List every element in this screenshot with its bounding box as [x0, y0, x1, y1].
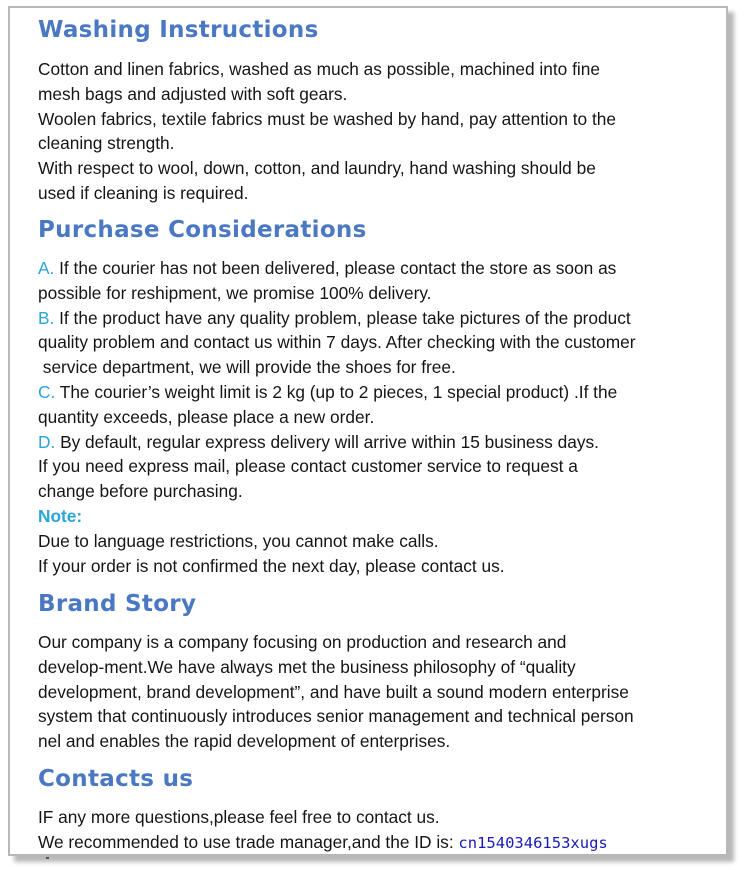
item-label: D.	[38, 431, 56, 452]
washing-line: cleaning strength.	[38, 133, 175, 154]
note-label: Note:	[38, 505, 83, 526]
washing-line: used if cleaning is required.	[38, 182, 249, 203]
brand-line: nel and enables the rapid development of enterprises.	[38, 731, 451, 752]
item-text: If the courier has not been delivered, please contact the store as soon as	[54, 258, 617, 278]
purchase-line: quality problem and contact us within 7 days. After checking with the customer	[38, 332, 636, 353]
purchase-line: quantity exceeds, please place a new order.	[38, 406, 375, 427]
item-text: By default, regular express delivery will arrive within 15 business days.	[55, 431, 599, 452]
item-text: The courier’s weight limit is 2 kg (up to 2 pieces, 1 special product) .If the	[55, 381, 618, 402]
brand-heading: Brand Story	[38, 591, 197, 617]
brand-text	[38, 630, 718, 754]
contacts-heading: Contacts us	[38, 766, 194, 792]
contacts-text	[38, 805, 718, 856]
purchase-item-b	[38, 306, 718, 331]
stray-mark	[46, 857, 49, 859]
washing-heading: Washing Instructions	[38, 17, 319, 43]
purchase-item-c	[38, 380, 718, 405]
brand-line: Our company is a company focusing on production and research and	[38, 632, 567, 652]
purchase-line: If you need express mail, please contact customer service to request a	[38, 456, 578, 477]
purchase-item-a	[38, 256, 718, 281]
brand-line: development, brand development”, and have built a sound modern enterprise	[38, 681, 629, 702]
brand-line: system that continuously introduces senior management and technical person	[38, 706, 634, 727]
contacts-id-prefix: We recommended to use trade manager,and the ID is:	[38, 831, 459, 852]
purchase-line: possible for reshipment, we promise 100% delivery.	[38, 282, 432, 303]
washing-line: With respect to wool, down, cotton, and laundry, hand washing should be	[38, 158, 596, 179]
washing-line: mesh bags and adjusted with soft gears.	[38, 83, 348, 104]
trade-manager-id: cn1540346153xugs	[458, 833, 608, 852]
contacts-id-line	[38, 830, 718, 856]
washing-text	[38, 57, 718, 206]
item-text: If the product have any quality problem, please take pictures of the product	[54, 307, 631, 328]
purchase-line: change before purchasing.	[38, 481, 243, 502]
purchase-heading: Purchase Considerations	[38, 217, 367, 243]
item-label: B.	[38, 307, 55, 328]
contacts-line: IF any more questions,please feel free to contact us.	[38, 807, 440, 827]
item-label: A.	[38, 258, 55, 278]
brand-line: develop-ment.We have always met the business philosophy of “quality	[38, 656, 576, 677]
note-line: If your order is not confirmed the next day, please contact us.	[38, 555, 505, 576]
purchase-text	[38, 256, 718, 578]
purchase-line: service department, we will provide the shoes for free.	[38, 357, 456, 378]
note-line: Due to language restrictions, you cannot make calls.	[38, 530, 439, 551]
washing-line: Cotton and linen fabrics, washed as much as possible, machined into fine	[38, 59, 600, 79]
purchase-item-d	[38, 430, 718, 455]
washing-line: Woolen fabrics, textile fabrics must be washed by hand, pay attention to the	[38, 108, 616, 129]
item-label: C.	[38, 381, 56, 402]
